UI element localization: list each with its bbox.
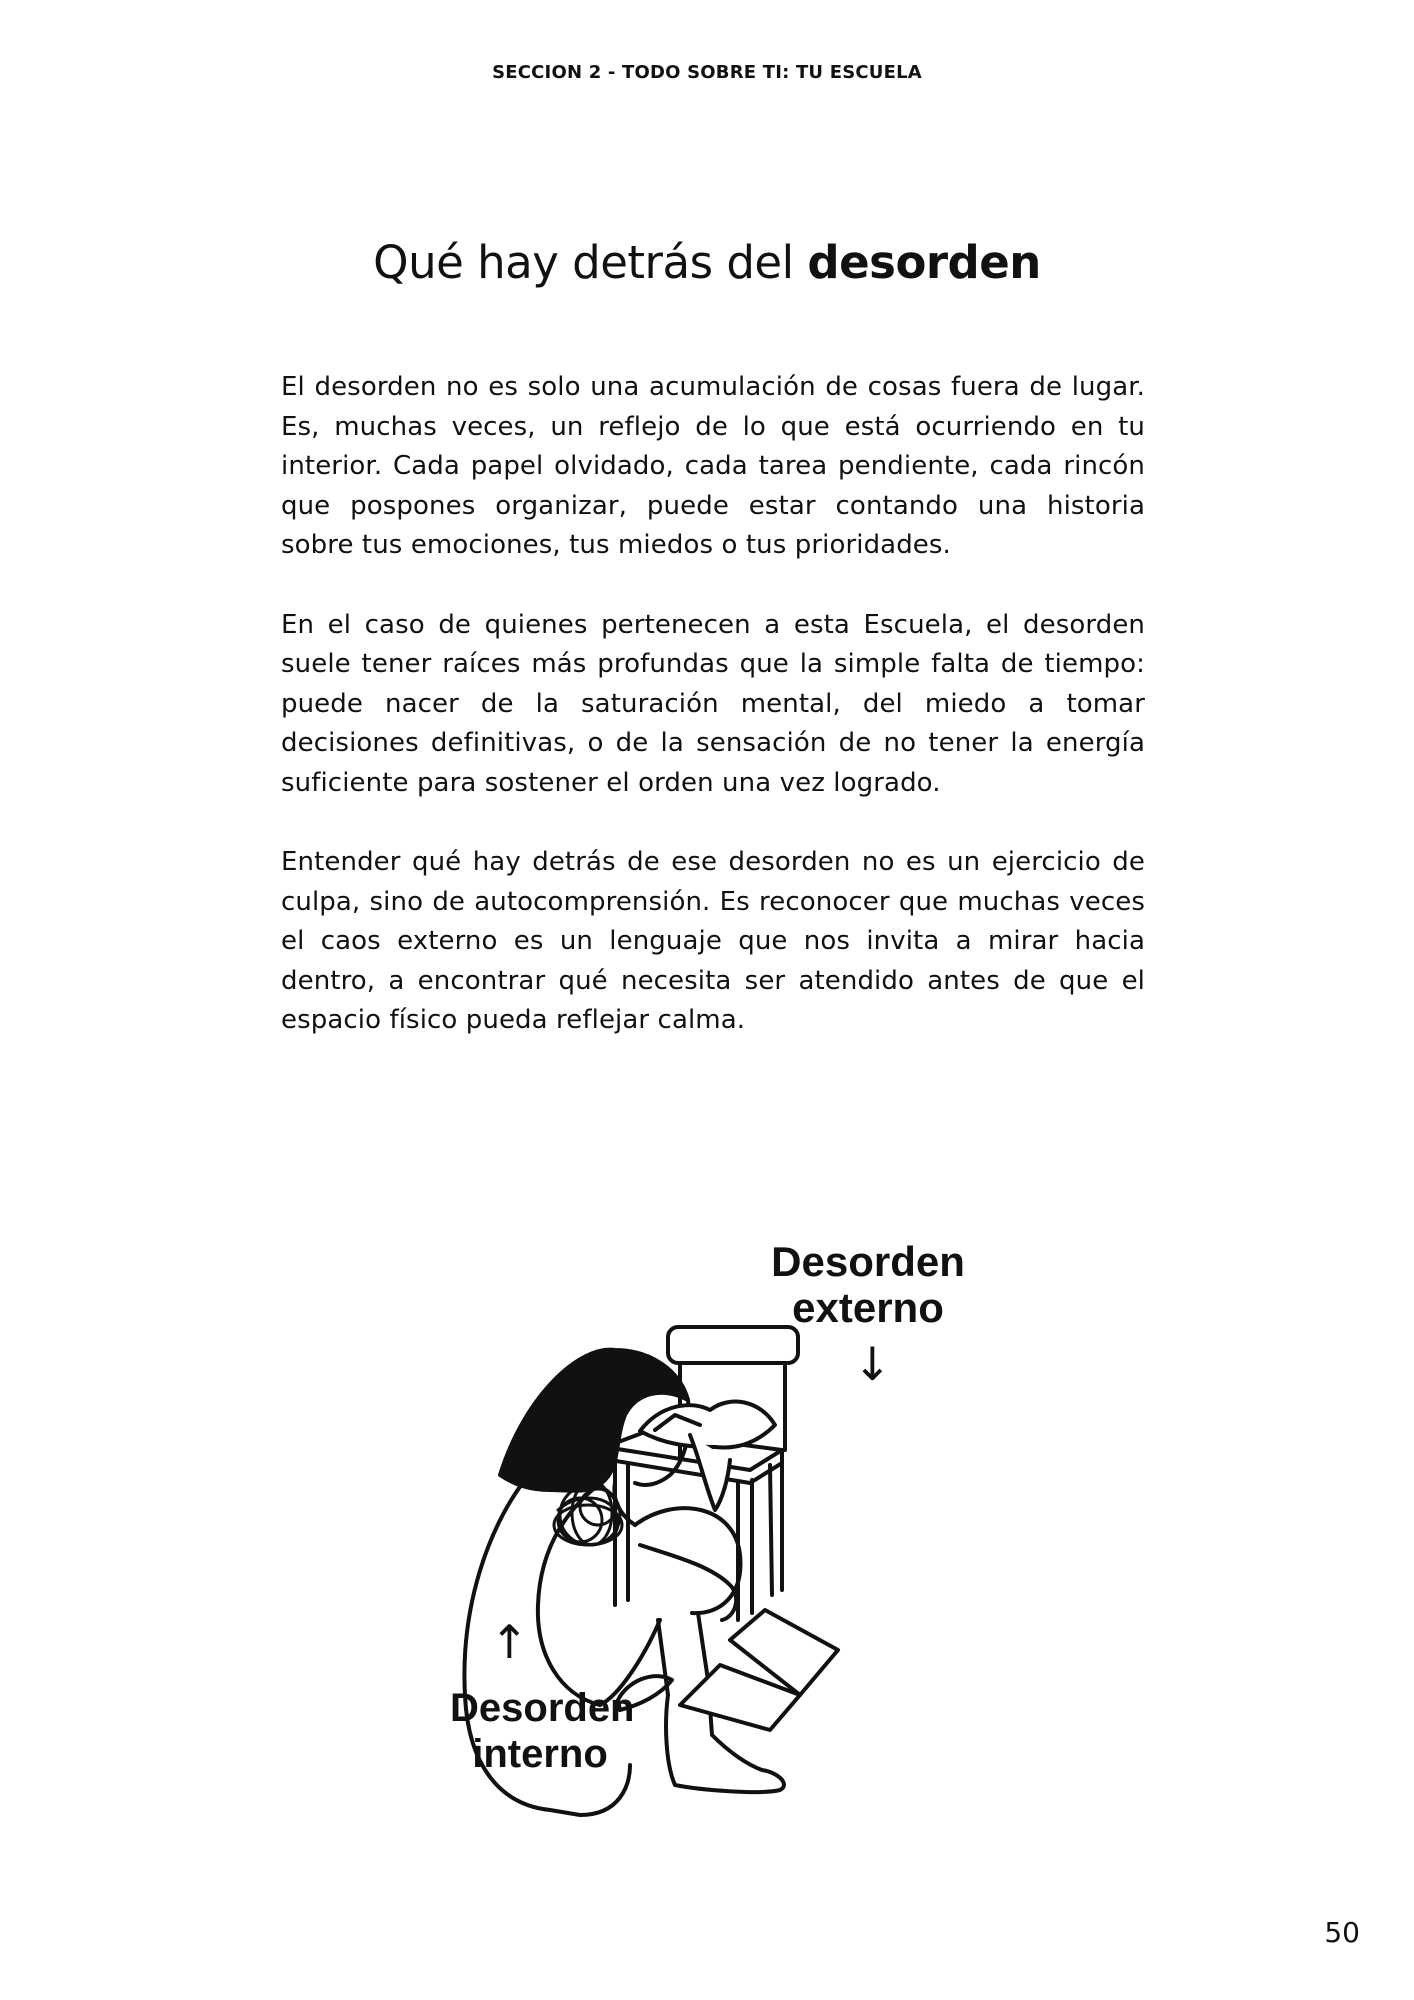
arrow-down-icon: ↓ xyxy=(853,1337,892,1391)
paragraph-3: Entender qué hay detrás de ese desorden no es un ejercicio de culpa, sino de autocomprensión. Es reconocer que muchas veces el caos externo es un lenguaje que nos invita a mirar hacia dentro, a encontrar qué necesita ser atendido antes de que el espacio físico pueda reflejar calma. xyxy=(281,847,1145,1035)
label-external-disorder xyxy=(738,1239,998,1331)
title-bold: desorden xyxy=(807,236,1041,289)
label-external-line2: externo xyxy=(792,1284,944,1331)
label-internal-line1: Desorden xyxy=(450,1686,635,1730)
label-internal-disorder xyxy=(450,1685,635,1777)
title-regular: Qué hay detrás del xyxy=(373,236,808,289)
illustration-disorder xyxy=(430,1225,1030,1825)
body-text xyxy=(281,368,1145,1081)
paragraph-1: El desorden no es solo una acumulación de cosas fuera de lugar. Es, muchas veces, un reflejo de lo que está ocurriendo en tu interior. Cada papel olvidado, cada tarea pendiente, cada rincón que pospones organizar, puede estar contando una historia sobre tus emociones, tus miedos o tus prioridades. xyxy=(281,372,1145,560)
page-number: 50 xyxy=(1324,1916,1360,1949)
running-header: SECCION 2 - TODO SOBRE TI: TU ESCUELA xyxy=(492,62,922,83)
page-title xyxy=(0,236,1414,289)
arrow-up-icon: ↑ xyxy=(490,1615,529,1669)
papers-on-floor xyxy=(680,1610,838,1730)
label-external-line1: Desorden xyxy=(771,1238,965,1285)
label-internal-line2: interno xyxy=(472,1732,608,1776)
arm xyxy=(640,1545,736,1620)
paragraph-2: En el caso de quienes pertenecen a esta Escuela, el desorden suele tener raíces más profundas que la simple falta de tiempo: puede nacer de la saturación mental, del miedo a tomar decisiones definitivas, o de la sensación de no tener la energía suficiente para sostener el orden una vez logrado. xyxy=(281,609,1145,798)
